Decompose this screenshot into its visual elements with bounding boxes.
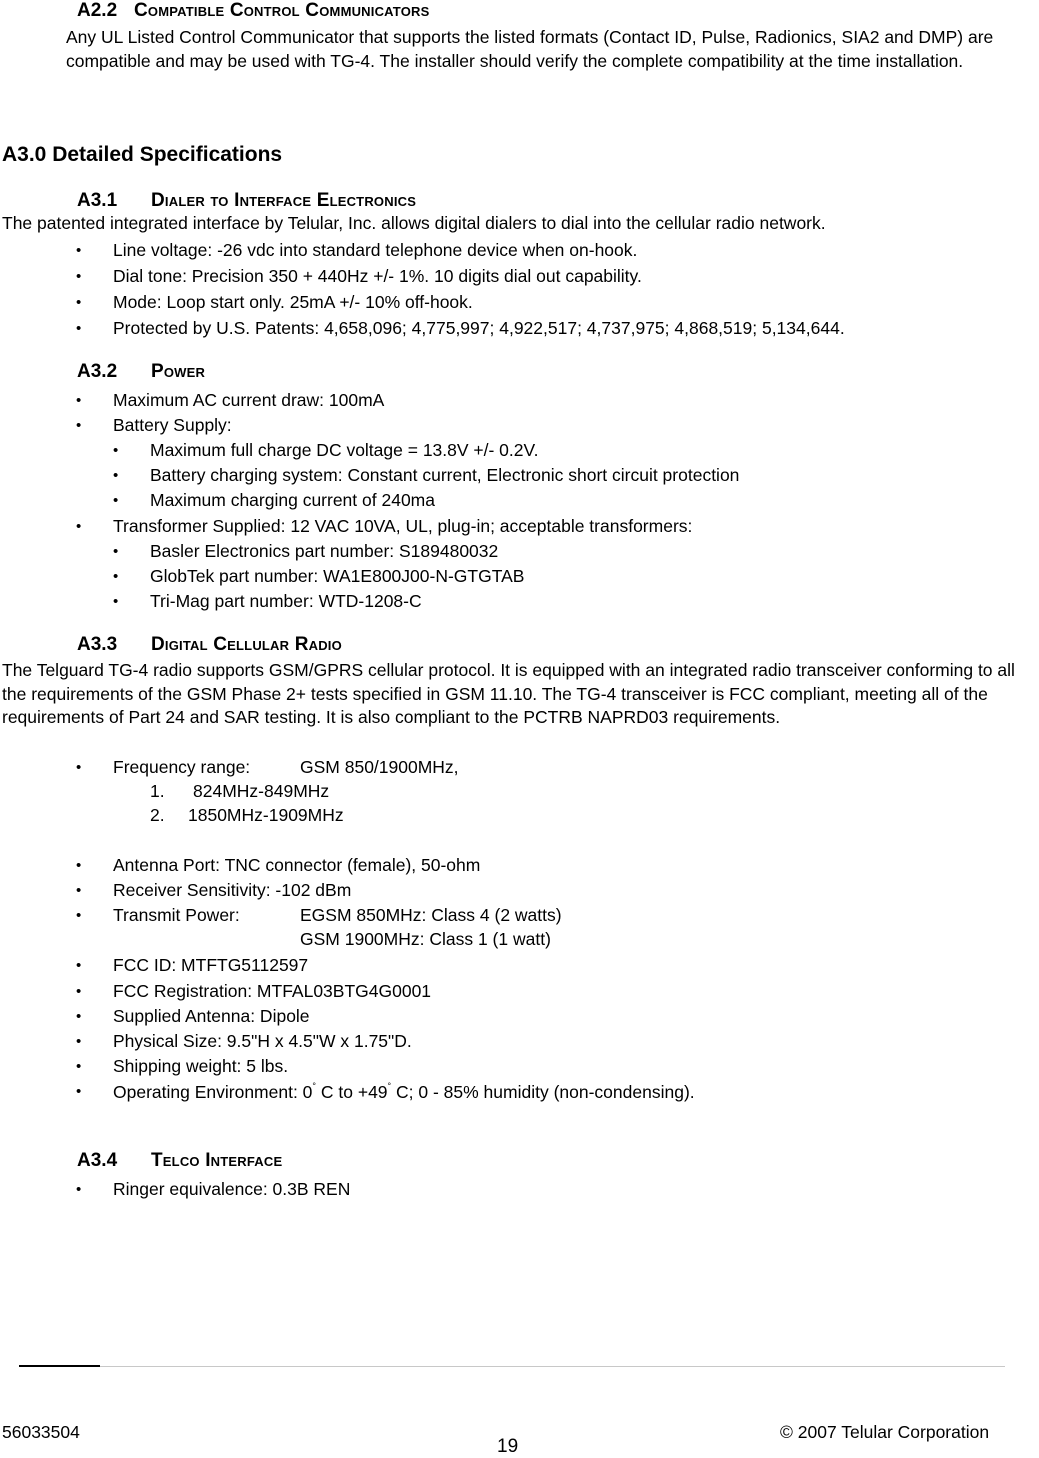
- list-item: Physical Size: 9.5"H x 4.5"W x 1.75"D.: [113, 1031, 412, 1051]
- bullet-icon: •: [76, 242, 82, 259]
- list-item: Transformer Supplied: 12 VAC 10VA, UL, plug-in; acceptable transformers:: [113, 516, 693, 536]
- list-item: Ringer equivalence: 0.3B REN: [113, 1179, 351, 1199]
- sub-list-item: Tri-Mag part number: WTD-1208-C: [150, 591, 422, 611]
- bullet-icon: •: [76, 392, 82, 409]
- list-item: Battery Supply:: [113, 415, 232, 435]
- list-item: FCC ID: MTFTG5112597: [113, 955, 309, 975]
- list-item: Protected by U.S. Patents: 4,658,096; 4,775,997; 4,922,517; 4,737,975; 4,868,519; 5,134,644.: [113, 318, 845, 338]
- section-number: A3.1: [77, 190, 118, 211]
- section-number: A2.2: [77, 0, 118, 21]
- sub-list-item: Battery charging system: Constant current, Electronic short circuit protection: [150, 465, 740, 485]
- list-item: Line voltage: -26 vdc into standard telephone device when on-hook.: [113, 240, 638, 260]
- numbered-index: 1.: [150, 781, 165, 801]
- bullet-icon: •: [76, 882, 82, 899]
- footer-divider-accent: [19, 1365, 100, 1367]
- list-item: Shipping weight: 5 lbs.: [113, 1056, 289, 1076]
- list-item: Receiver Sensitivity: -102 dBm: [113, 880, 352, 900]
- bullet-icon: •: [76, 957, 82, 974]
- list-item-label: Frequency range:: [113, 757, 251, 777]
- list-item-value: GSM 1900MHz: Class 1 (1 watt): [300, 929, 551, 949]
- bullet-icon: •: [76, 417, 82, 434]
- bullet-icon: •: [113, 492, 119, 509]
- section-title: Power: [151, 361, 206, 382]
- bullet-icon: •: [76, 759, 82, 776]
- footer-copyright: © 2007 Telular Corporation: [780, 1422, 990, 1442]
- section-title: Dialer to Interface Electronics: [151, 190, 417, 211]
- list-item: Mode: Loop start only. 25mA +/- 10% off-hook.: [113, 292, 473, 312]
- bullet-icon: •: [113, 543, 119, 560]
- list-item-value: GSM 850/1900MHz,: [300, 757, 459, 777]
- list-item: Antenna Port: TNC connector (female), 50-ohm: [113, 855, 481, 875]
- bullet-icon: •: [76, 1033, 82, 1050]
- footer-divider: [19, 1366, 1005, 1367]
- bullet-icon: •: [76, 1083, 82, 1100]
- list-item: Maximum AC current draw: 100mA: [113, 390, 385, 410]
- list-item: Dial tone: Precision 350 + 440Hz +/- 1%. 10 digits dial out capability.: [113, 266, 642, 286]
- bullet-icon: •: [113, 568, 119, 585]
- sub-list-item: GlobTek part number: WA1E800J00-N-GTGTAB: [150, 566, 525, 586]
- bullet-icon: •: [76, 268, 82, 285]
- section-title: Telco Interface: [151, 1150, 283, 1171]
- section-number: A3.3: [77, 634, 118, 655]
- section-title: Compatible Control Communicators: [134, 0, 430, 21]
- page-number: 19: [497, 1436, 519, 1457]
- section-paragraph: Any UL Listed Control Communicator that supports the listed formats (Contact ID, Pulse, Radionics, SIA2 and DMP) are compatible and may be used with TG-4. The installer should verify the complete compatibility at the time installation.: [66, 27, 994, 71]
- bullet-icon: •: [76, 907, 82, 924]
- list-item-label: Transmit Power:: [113, 905, 240, 925]
- bullet-icon: •: [76, 320, 82, 337]
- numbered-index: 2.: [150, 805, 165, 825]
- footer-doc-number: 56033504: [2, 1422, 80, 1442]
- bullet-icon: •: [113, 467, 119, 484]
- bullet-icon: •: [76, 1058, 82, 1075]
- env-suffix: C; 0 - 85% humidity (non-condensing).: [391, 1082, 695, 1102]
- section-intro: The patented integrated interface by Telular, Inc. allows digital dialers to dial into the cellular radio network.: [2, 213, 826, 233]
- list-item: Supplied Antenna: Dipole: [113, 1006, 310, 1026]
- numbered-item: 1850MHz-1909MHz: [188, 805, 344, 825]
- bullet-icon: •: [76, 1181, 82, 1198]
- numbered-item: 824MHz-849MHz: [193, 781, 330, 801]
- sub-list-item: Maximum charging current of 240ma: [150, 490, 435, 510]
- list-item-value: EGSM 850MHz: Class 4 (2 watts): [300, 905, 562, 925]
- section-number: A3.2: [77, 361, 118, 382]
- list-item-operating-environment: [113, 1081, 695, 1103]
- bullet-icon: •: [76, 857, 82, 874]
- bullet-icon: •: [113, 593, 119, 610]
- bullet-icon: •: [113, 442, 119, 459]
- env-prefix: Operating Environment: 0: [113, 1082, 313, 1102]
- section-number: A3.4: [77, 1150, 118, 1171]
- bullet-icon: •: [76, 1008, 82, 1025]
- bullet-icon: •: [76, 983, 82, 1000]
- bullet-icon: •: [76, 294, 82, 311]
- chapter-heading: A3.0 Detailed Specifications: [2, 143, 283, 166]
- degree-symbol: °: [387, 1081, 392, 1091]
- list-item: FCC Registration: MTFAL03BTG4G0001: [113, 981, 432, 1001]
- section-title: Digital Cellular Radio: [151, 634, 342, 655]
- bullet-icon: •: [76, 518, 82, 535]
- sub-list-item: Maximum full charge DC voltage = 13.8V +/- 0.2V.: [150, 440, 539, 460]
- env-mid: C to +49: [316, 1082, 388, 1102]
- sub-list-item: Basler Electronics part number: S189480032: [150, 541, 499, 561]
- degree-symbol: °: [312, 1081, 317, 1091]
- section-paragraph: The Telguard TG-4 radio supports GSM/GPRS cellular protocol. It is equipped with an integrated radio transceiver conforming to all the requirements of the GSM Phase 2+ tests specified in GSM 11.10. The TG-4 transceiver is FCC compliant, meeting all of the requirements of Part 24 and SAR testing. It is also compliant to the PCTRB NAPRD03 requirements.: [2, 660, 1015, 727]
